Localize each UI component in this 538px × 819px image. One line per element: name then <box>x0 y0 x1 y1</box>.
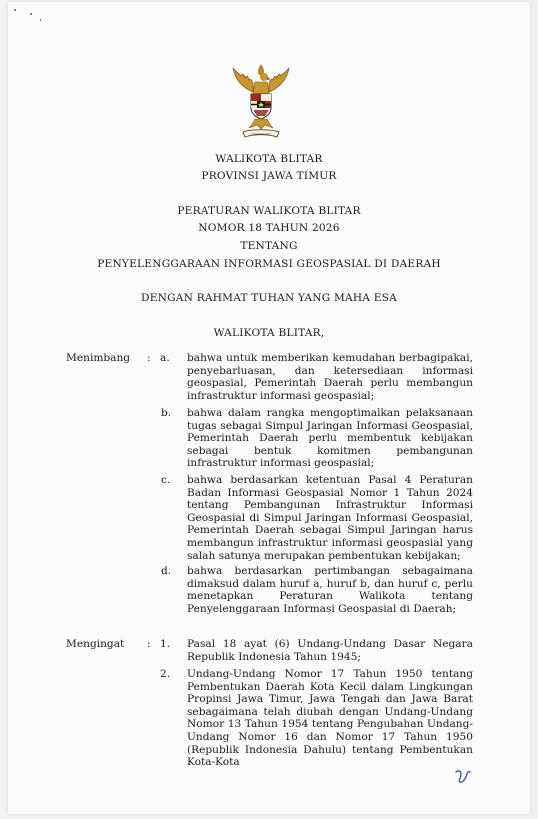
legal-basis-2: Undang-Undang Nomor 17 Tahun 1950 tentang Pembentukan Daerah Kota Kecil dalam Lingkungan Propinsi Jawa Timur, Jawa Tengah dan Jawa Barat sebagaimana telah diubah dengan Undang-Undang Nomor 13 Tahun 1954 tentang Pengubahan Undang-Undang Nomor 16 dan Nomor 17 Tahun 1950 (Republik Indonesia Dahulu) tentang Pembentukan Kota-Kota <box>187 668 473 769</box>
scan-speck <box>40 19 41 21</box>
item-marker: c. <box>161 474 171 486</box>
scan-speck <box>30 13 32 15</box>
signature-initial-icon <box>455 768 471 784</box>
regulation-about: TENTANG <box>240 240 298 252</box>
issuer-city: WALIKOTA BLITAR <box>215 153 323 165</box>
scan-speck <box>14 9 16 11</box>
regulation-subject: PENYELENGGARAAN INFORMASI GEOSPASIAL DI DAERAH <box>97 258 441 270</box>
item-marker: d. <box>161 565 172 577</box>
item-marker: 1. <box>160 638 171 650</box>
legal-basis-1: Pasal 18 ayat (6) Undang-Undang Dasar Negara Republik Indonesia Tahun 1945; <box>187 638 473 663</box>
consideration-b: bahwa dalam rangka mengoptimalkan pelaksanaan tugas sebagai Simpul Jaringan Informasi Geospasial, Pemerintah Daerah perlu membentuk kebijakan sebagai bentuk komitmen pembangunan infrastruktur informasi geospasial; <box>187 407 473 470</box>
consideration-a: bahwa untuk memberikan kemudahan berbagipakai, penyebarluasan, dan ketersediaan informasi geospasial, Pemerintah Daerah perlu membangun infrastruktur informasi geospasial; <box>187 352 473 402</box>
menimbang-label: Menimbang <box>66 352 131 364</box>
item-marker: a. <box>160 352 170 364</box>
mengingat-colon: : <box>147 638 151 650</box>
mengingat-label: Mengingat <box>66 638 125 650</box>
issuer-heading: WALIKOTA BLITAR, <box>213 327 325 339</box>
regulation-title: PERATURAN WALIKOTA BLITAR <box>177 205 361 217</box>
regulation-number: NOMOR 18 TAHUN 2026 <box>198 222 340 234</box>
menimbang-colon: : <box>147 352 151 364</box>
issuer-province: PROVINSI JAWA TIMUR <box>201 170 337 182</box>
item-marker: 2. <box>160 668 171 680</box>
item-marker: b. <box>161 407 172 419</box>
consideration-c: bahwa berdasarkan ketentuan Pasal 4 Peraturan Badan Informasi Geospasial Nomor 1 Tahun 2024 tentang Pembangunan Infrastruktur Informasi Geospasial di Simpul Jaringan Informasi Geospasial, Pemerintah Daerah sebagai Simpul Jaringan harus membangun infrastruktur informasi geospasial yang salah satunya merupakan pembentukan kebijakan; <box>187 474 473 562</box>
garuda-pancasila-emblem-icon <box>229 62 293 140</box>
invocation: DENGAN RAHMAT TUHAN YANG MAHA ESA <box>141 292 397 304</box>
consideration-d: bahwa berdasarkan pertimbangan sebagaimana dimaksud dalam huruf a, huruf b, dan huruf c, perlu menetapkan Peraturan Walikota tentang Penyelenggaraan Informasi Geospasial di Daerah; <box>187 565 473 615</box>
